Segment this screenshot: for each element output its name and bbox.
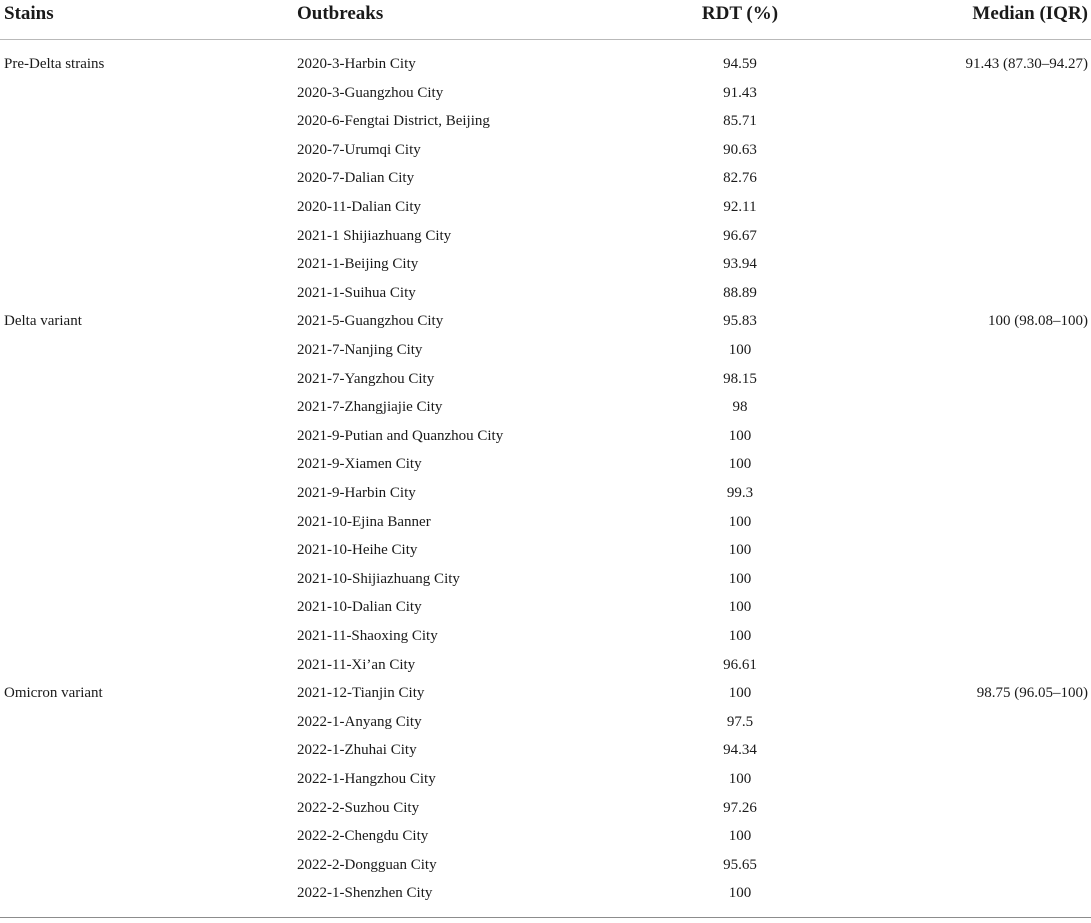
cell-rdt: 94.59 xyxy=(723,56,757,72)
table-row xyxy=(0,478,1091,507)
table-row xyxy=(0,592,1091,621)
cell-median: 91.43 (87.30–94.27) xyxy=(965,56,1088,72)
table-row xyxy=(0,249,1091,278)
cell-outbreak: 2020-3-Harbin City xyxy=(297,56,416,72)
cell-rdt: 99.3 xyxy=(726,485,754,501)
cell-outbreak: 2021-10-Shijiazhuang City xyxy=(297,570,460,587)
cell-rdt: 82.76 xyxy=(723,170,757,187)
cell-outbreak: 2021-11-Shaoxing City xyxy=(297,628,438,644)
cell-rdt: 90.63 xyxy=(723,141,757,158)
cell-rdt: 100 xyxy=(728,427,752,444)
table-header xyxy=(0,0,1091,40)
table-row xyxy=(0,878,1091,907)
cell-rdt: 100 xyxy=(728,342,752,358)
table-row xyxy=(0,449,1091,478)
table-row xyxy=(0,621,1091,650)
cell-outbreak: 2022-1-Anyang City xyxy=(297,713,422,730)
table-row xyxy=(0,678,1091,707)
header-divider xyxy=(0,39,1091,40)
table-row xyxy=(0,221,1091,250)
cell-rdt: 95.65 xyxy=(723,856,757,873)
table-row xyxy=(0,364,1091,393)
table-row xyxy=(0,421,1091,450)
table-row xyxy=(0,764,1091,793)
cell-rdt: 88.89 xyxy=(723,284,757,301)
cell-rdt: 95.83 xyxy=(723,313,757,330)
cell-outbreak: 2021-9-Xiamen City xyxy=(297,456,422,473)
cell-outbreak: 2021-10-Dalian City xyxy=(297,599,422,616)
cell-outbreak: 2021-11-Xi’an City xyxy=(297,656,416,673)
table-row xyxy=(0,49,1091,78)
cell-outbreak: 2022-1-Shenzhen City xyxy=(297,885,433,902)
cell-outbreak: 2021-7-Yangzhou City xyxy=(297,370,435,387)
cell-rdt: 97.26 xyxy=(723,799,757,816)
cell-rdt: 100 xyxy=(728,828,752,845)
cell-rdt: 100 xyxy=(728,599,752,616)
cell-rdt: 100 xyxy=(728,570,752,587)
cell-outbreak: 2022-1-Zhuhai City xyxy=(297,742,417,759)
header-stains: Stains xyxy=(4,3,54,24)
cell-outbreak: 2021-9-Harbin City xyxy=(297,485,416,501)
cell-median: 100 (98.08–100) xyxy=(988,313,1088,330)
cell-outbreak: 2021-5-Guangzhou City xyxy=(297,313,444,330)
cell-outbreak: 2022-2-Dongguan City xyxy=(297,856,437,873)
table-row xyxy=(0,78,1091,107)
cell-stain: Omicron variant xyxy=(4,685,103,702)
cell-outbreak: 2022-1-Hangzhou City xyxy=(297,771,436,787)
cell-outbreak: 2021-1 Shijiazhuang City xyxy=(297,227,452,244)
table-row xyxy=(0,735,1091,764)
table-row xyxy=(0,192,1091,221)
cell-rdt: 92.11 xyxy=(723,199,757,215)
cell-outbreak: 2021-7-Zhangjiajie City xyxy=(297,399,443,416)
cell-rdt: 91.43 xyxy=(723,84,757,101)
cell-outbreak: 2020-3-Guangzhou City xyxy=(297,84,444,101)
cell-rdt: 100 xyxy=(728,885,752,902)
cell-stain: Delta variant xyxy=(4,313,82,330)
cell-rdt: 100 xyxy=(728,456,752,473)
cell-rdt: 85.71 xyxy=(723,113,757,130)
header-rdt: RDT (%) xyxy=(701,3,779,24)
header-outbreaks: Outbreaks xyxy=(297,3,384,24)
cell-outbreak: 2022-2-Suzhou City xyxy=(297,799,420,816)
table-row xyxy=(0,564,1091,593)
cell-outbreak: 2021-1-Suihua City xyxy=(297,284,416,301)
cell-rdt: 96.61 xyxy=(723,656,757,673)
table-row xyxy=(0,392,1091,421)
table-row xyxy=(0,707,1091,736)
cell-outbreak: 2021-7-Nanjing City xyxy=(297,342,423,358)
table-row xyxy=(0,306,1091,335)
cell-outbreak: 2021-9-Putian and Quanzhou City xyxy=(297,427,504,444)
cell-median: 98.75 (96.05–100) xyxy=(976,685,1088,702)
table-row xyxy=(0,278,1091,307)
table-row xyxy=(0,135,1091,164)
cell-outbreak: 2021-10-Heihe City xyxy=(297,542,418,559)
cell-outbreak: 2020-7-Urumqi City xyxy=(297,141,421,158)
table-row xyxy=(0,335,1091,364)
cell-stain: Pre-Delta strains xyxy=(4,56,105,72)
header-median: Median (IQR) xyxy=(972,3,1088,24)
cell-rdt: 96.67 xyxy=(723,227,757,244)
table-row xyxy=(0,535,1091,564)
cell-rdt: 98 xyxy=(732,399,748,416)
table-row xyxy=(0,507,1091,536)
cell-outbreak: 2020-7-Dalian City xyxy=(297,170,415,187)
table-row xyxy=(0,650,1091,679)
cell-rdt: 100 xyxy=(728,542,752,559)
cell-rdt: 93.94 xyxy=(723,256,757,273)
cell-outbreak: 2021-10-Ejina Banner xyxy=(297,513,431,530)
cell-rdt: 100 xyxy=(728,513,752,530)
cell-rdt: 97.5 xyxy=(726,713,754,730)
cell-outbreak: 2022-2-Chengdu City xyxy=(297,828,429,845)
cell-outbreak: 2021-12-Tianjin City xyxy=(297,685,425,702)
cell-rdt: 94.34 xyxy=(723,742,757,759)
table-row xyxy=(0,163,1091,192)
table-row xyxy=(0,821,1091,850)
cell-rdt: 98.15 xyxy=(723,370,757,387)
cell-outbreak: 2021-1-Beijing City xyxy=(297,256,419,273)
cell-outbreak: 2020-11-Dalian City xyxy=(297,199,422,215)
cell-rdt: 100 xyxy=(728,685,752,702)
cell-rdt: 100 xyxy=(728,628,752,644)
cell-rdt: 100 xyxy=(728,771,752,787)
table-row xyxy=(0,793,1091,822)
table-row xyxy=(0,106,1091,135)
table-row xyxy=(0,850,1091,879)
cell-outbreak: 2020-6-Fengtai District, Beijing xyxy=(297,113,490,130)
table-bottom-rule xyxy=(0,917,1091,918)
